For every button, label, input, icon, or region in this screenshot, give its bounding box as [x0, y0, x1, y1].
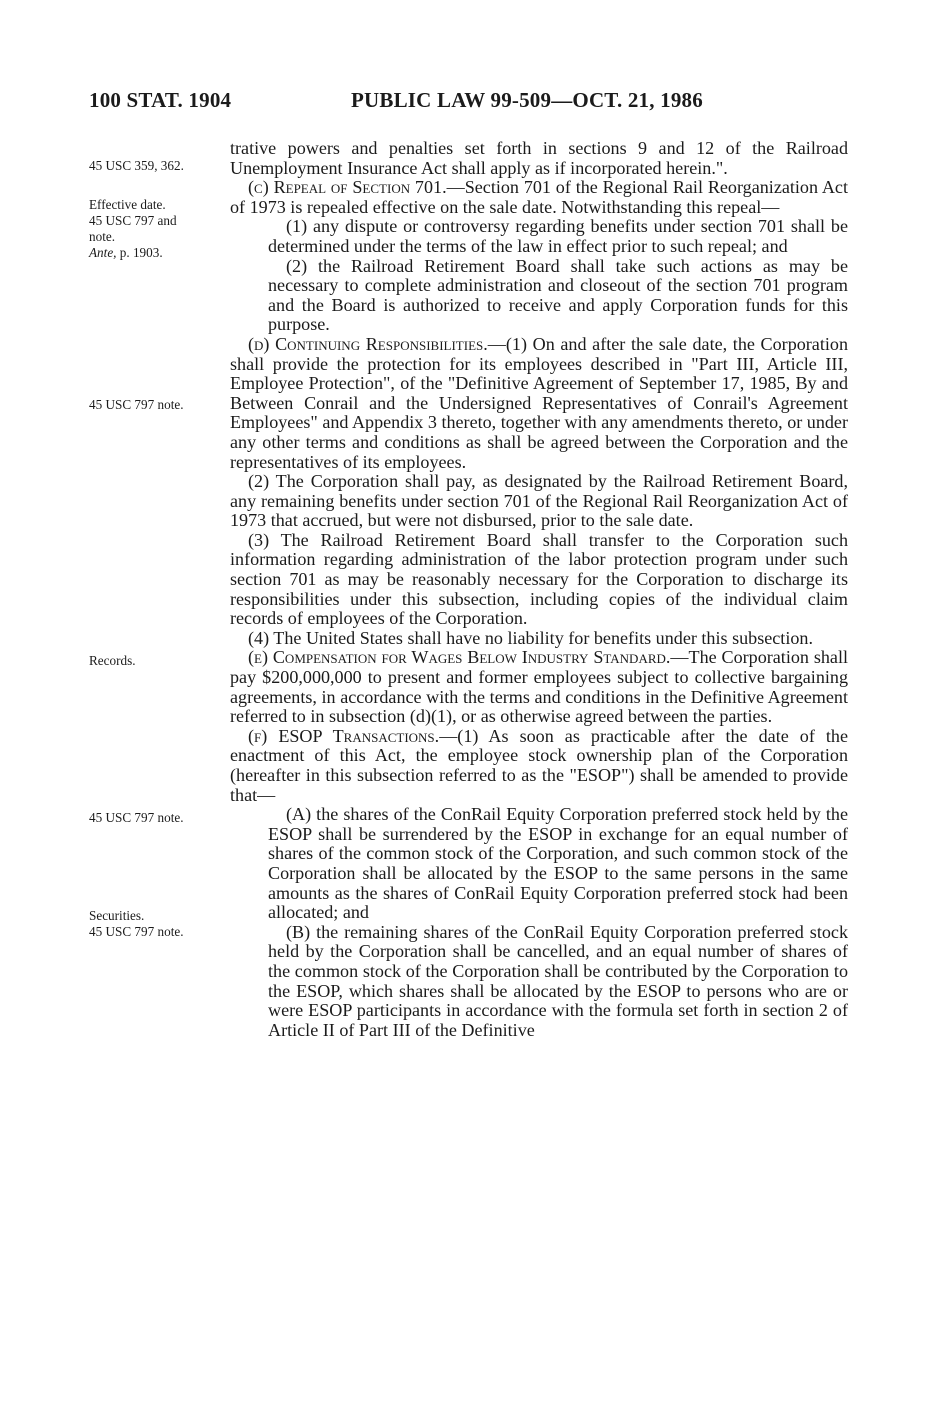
subsection-c-heading: (c) Repeal of Section 701. — [248, 177, 447, 198]
subsection-e-text: —The Corporation shall pay $200,000,000 to present and former employees subject to collective bargaining agreements, in accordance with the terms and conditions in the Definitive Agreement referred to in subsection (d)(1), or as otherwise agreed between the parties. — [230, 647, 848, 727]
subsection-d-text: —(1) On and after the sale date, the Corporation shall provide the protection for its employees described in "Part III, Article III, Employee Protection", of the "Definitive Agreement of September 17, 1985, By and Between Conrail and the Undersigned Representatives of Conrail's Agreement Employees" and Appendix 3 thereto, together with any amendments thereto, or under any other terms and conditions as shall be agreed between the Corporation and the representatives of its employees. — [230, 333, 848, 472]
subsection-d-heading: (d) Continuing Responsibilities. — [248, 333, 488, 354]
margin-note-line: 45 USC 797 and — [89, 213, 177, 228]
margin-note-usc-797-e — [89, 810, 184, 826]
subsection-e-heading: (e) Compensation for Wages Below Industry Standard. — [248, 647, 671, 668]
statute-citation: 100 STAT. 1904 — [89, 88, 232, 112]
paragraph-d3: (3) The Railroad Retirement Board shall transfer to the Corporation such information regarding administration of the labor protection program under such section 701 as may be reasonably necessary for the Corporation to discharge its responsibilities under this subsection, including copies of the individual claim records of employees of the Corporation. — [230, 529, 848, 629]
page-header — [89, 88, 849, 118]
subsection-f-text: —(1) As soon as practicable after the date of the enactment of this Act, the employee stock ownership plan of the Corporation (hereafter in this subsection referred to as the "ESOP") shall be amended to provide that— — [230, 725, 848, 805]
margin-note-line: 45 USC 359, 362. — [89, 158, 184, 173]
margin-note-line: Records. — [89, 653, 136, 668]
margin-note-ante: Ante, p. 1903. — [89, 245, 163, 260]
subsection-f-heading: (f) ESOP Transactions. — [248, 725, 440, 746]
margin-note-line: 45 USC 797 note. — [89, 397, 184, 412]
margin-note-usc-797-d — [89, 397, 184, 413]
margin-notes — [89, 140, 219, 1240]
margin-note-securities — [89, 908, 184, 940]
subsection-d — [230, 335, 848, 472]
statute-body — [230, 139, 848, 1259]
margin-note-line: 45 USC 797 note. — [89, 924, 184, 939]
paragraph-continuation: trative powers and penalties set forth in sections 9 and 12 of the Railroad Unemployment Insurance Act shall apply as if incorporated herein.". — [230, 138, 848, 178]
paragraph-fB: (B) the remaining shares of the ConRail Equity Corporation preferred stock held by the Corporation shall be cancelled, and an equal number of shares of the common stock of the Corporation shall be contributed by the Corporation to the ESOP, which shares shall be allocated by the ESOP to persons who are or were ESOP participants in accordance with the formula set forth in section 2 of Article II of Part III of the Definitive — [268, 921, 848, 1040]
subsection-f — [230, 727, 848, 805]
subsection-c — [230, 178, 848, 217]
margin-note-records — [89, 653, 136, 669]
margin-note-effective-date — [89, 197, 177, 261]
margin-note-usc-359 — [89, 158, 184, 174]
paragraph-c2: (2) the Railroad Retirement Board shall take such actions as may be necessary to complete administration and closeout of the section 701 program and the Board is authorized to receive and apply Corporation funds for this purpose. — [268, 255, 848, 335]
margin-note-line: note. — [89, 229, 116, 244]
margin-note-line: 45 USC 797 note. — [89, 810, 184, 825]
paragraph-c1: (1) any dispute or controversy regarding benefits under section 701 shall be determined under the terms of the law in effect prior to such repeal; and — [268, 216, 848, 256]
paragraph-fA: (A) the shares of the ConRail Equity Corporation preferred stock held by the ESOP shall be surrendered by the ESOP in exchange for an equal number of shares of the common stock of the Corporation, and such common stock of the Corporation shall be allocated by the ESOP to the same persons in the same amounts as the shares of ConRail Equity Corporation preferred stock had been allocated; and — [268, 804, 848, 923]
subsection-c-text: —Section 701 of the Regional Rail Reorganization Act of 1973 is repealed effective on the sale date. Notwithstanding this repeal— — [230, 177, 848, 217]
paragraph-d4: (4) The United States shall have no liability for benefits under this subsection. — [248, 627, 813, 648]
margin-note-line: Securities. — [89, 908, 145, 923]
margin-note-line: Effective date. — [89, 197, 166, 212]
subsection-e — [230, 648, 848, 726]
paragraph-d2: (2) The Corporation shall pay, as designated by the Railroad Retirement Board, any remaining benefits under section 701 of the Regional Rail Reorganization Act of 1973 that accrued, but were not disbursed, prior to the sale date. — [230, 471, 848, 531]
public-law-title: PUBLIC LAW 99-509—OCT. 21, 1986 — [351, 88, 703, 112]
